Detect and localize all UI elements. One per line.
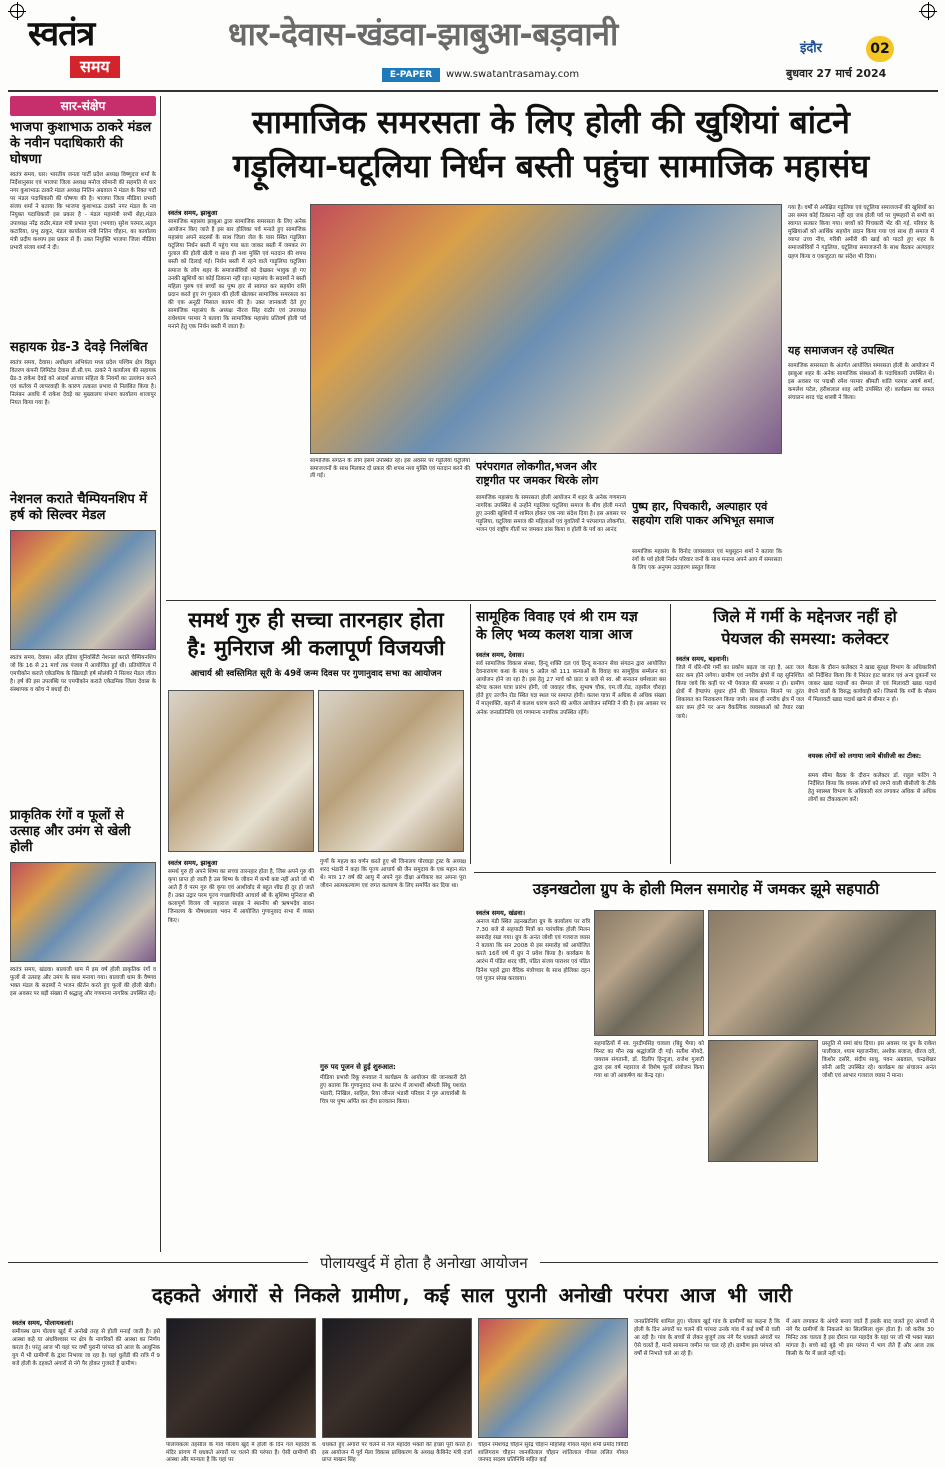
- pola-headline: दहकते अंगारों से निकले ग्रामीण, कई साल पुरानी अनोखी परंपरा आज भी जारी: [151, 1283, 793, 1307]
- pola-caption-3: चौहान रमेशचंद्र चौहान सुरेंद्र चौहान मोहसिंह गोयल महेश शर्मा प्रमोद त्रिवेदी शालिगराम चौहान जानकीलाल चौहान शांतिलाल गोयल ललित गोयल जनपद सदस्य प्रतिनिधि सहित कई: [478, 1442, 628, 1464]
- karate-medal-photo: [10, 530, 156, 650]
- pola-body-right: में आग लगाकर के अंगारे बनाए जाते हैं इसके बाद जलते हुए अंगारों से नंगे पैर ग्रामीणों के निकलने का सिलसिला शुरू होता है। जो करीब 30 मिनिट तक चलता है इस दौरान गल महादेव के यहां पर जो भी भक्त मन्नत मांगता है। बच्चे बड़े बूढ़े भी इस परंपरा में भाग लेते हैं और आज तक किसी के पैर में छाले नहीं पड़े।: [786, 1319, 934, 1358]
- pola-kicker: पोलायखुर्द में होता है अनोखा आयोजन: [308, 1252, 540, 1274]
- collector-body: जिले में धीरे-धीरे गर्मी का प्रकोप बढ़ता जा रहा है, अतः जल स्तर कम होने लगेगा। ग्रामीण एवं नगरीय क्षेत्रों में यह सुनिश्चित किया जाये कि कहीं पर भी पेयजल की समस्या न हो। ग्रामीण क्षेत्रों में हैण्डपंप सुधार होने की शिकायत मिलने पर तुरंत शिकायत का निराकरण किया जाये। साथ ही नगरीय क्षेत्र में जल स्तर कम होने पर अन्य वैकल्पिक व्यवस्थाओं को तैयार रखा जाये।: [676, 665, 804, 720]
- collector-headline-line2: पेयजल की समस्या: कलेक्टर: [721, 629, 889, 648]
- guru-sub-title: गुरु पद पूजन से हुई शुरुआत:: [320, 1063, 396, 1071]
- mid-divider: [470, 604, 471, 864]
- guru-subhead: आचार्य श्री स्वस्तिमित सूरी के 49वें जन्म दिवस पर गुणानुवाद सभा का आयोजन: [190, 669, 442, 679]
- logo-line2: समय: [70, 56, 120, 78]
- lead-sub1-title: परंपरागत लोकगीत,भजन और राष्ट्रगीत पर जमकर थिरके लोग: [476, 460, 599, 487]
- sidebar-item-heading: सहायक ग्रेड-3 देवड़े निलंबित: [10, 340, 148, 355]
- guru-headline-line1: समर्थ गुरु ही सच्चा तारनहार होता: [188, 608, 444, 632]
- udan-photo-1: [594, 910, 704, 1036]
- lead-headline-line2: गड़ूलिया-घटूलिया निर्धन बस्ती पहुंचा सामाजिक महासंघ: [232, 147, 870, 185]
- registration-mark: [10, 4, 24, 18]
- pola-body: समीपस्थ ग्राम पोलाय खुर्द में अनोखे तरह से होली मनाई जाती है। इसे आस्था कहे या अंधविश्वास पर क्षेत्र के नागरिकों की आस्था का निर्णय करता है। परंतु आज भी यहां पर वर्षों पुरानी परंपरा को आज के आधुनिक युग में भी ग्रामीणों के द्वारा निभाया जा रहा है। यहां धुलेंडी की रात्रि में 9 बजे होली के दहकते अंगारों से नंगे पैर होकर गुजरते हैं ग्रामीण।: [12, 1329, 160, 1368]
- collector-headline-line1: जिले में गर्मी के मद्देनजर नहीं हो: [713, 607, 897, 626]
- lead-body-left: सामाजिक महासंघ झाबुआ द्वारा सामाजिक समरसता के लिए अनेक आयोजन किए जाते है इस बार होलिका पर्व मनाते हुए सामाजिक महासंघ अपने सदस्यों के साथ जिला जेल के पास स्थित गड़ूलिया घटूलिया निर्धन बस्ती में पहुंच गया बता जाकर बस्ती में जमकर रंग गुलाल की होली खेली व साथ ही नशा मुक्ति एवं मतदान की शपथ बस्ती को दिलाई गई। निर्धन बस्ती में रहने वाले गाड़ूलिया घटूलिया समाज के लोग शहर के समाजसेवियों को देखकर भावुक हो गए उनकी खुशियों का कोई ठिकाना नहीं रहा। महासंघ के सदस्यों ने बस्ती महिला पुरुष एवं बच्चों का पुष्प हार से स्वागत कर सहयोग राशि प्रदान करते हुए रंग गुलाल की होली खेलकर सामाजिक समरसता का की एक अनूठी मिसाल कायम की है। उक्त जानकारी देते हुए सामाजिक महासंघ के अध्यक्ष नीरज सिंह राठौर एवं उपाध्यक्ष राधेश्याम परमार ने बताया कि सामाजिक महासंघ प्रतिवर्ष होली पर्व मनाने हेतु एक निर्धन बस्ती में जाता है।: [168, 219, 306, 331]
- guru-body-2: गुणों के महत्व का वर्णन करते हुए श्री जिनालय पोरवाड़ा ट्रस्ट के अध्यक्ष शरद भंडारी ने कहा कि पूज्य आचार्य श्री जैन समुदाय के एक महान संत थे। मात्र 17 वर्ष की आयु में अपने गुरु दीक्षा अंगीकार कर अपना पूरा जीवन आत्मकल्याण एवं जगत कल्याण के लिए समर्पित कर दिया था।: [320, 859, 466, 890]
- lead-bottom-rule: [166, 600, 936, 601]
- lead-sub3-title: यह समाजजन रहे उपस्थित: [788, 344, 894, 357]
- sidebar: [10, 96, 156, 1256]
- udan-body: अनाज मंडी स्थित उड़नखटोला ग्रुप के कार्यालय पर रात्रि 7.30 बजे से सहपाठी मित्रों का पारंपरिक होली मिलन समारोह रखा गया। ग्रुप के अनंत जोशी एवं गजराज व्यास ने बताया कि सन 2008 से इस समारोह को आयोजित करते 16वें वर्ष में ग्रुप ने प्रवेश किया है। कार्यक्रम के आरंभ में पंडित शरद चौरे, पंडित संजय पाराशर एवं पंडित दिनेश पहारे द्वारा वैदिक मंत्रोच्चार के साथ होलिका दहन एवं पूजन संपन्न करवाया।: [476, 919, 590, 982]
- kalash-headline-line2: के लिए भव्य कलश यात्रा आज: [476, 627, 633, 643]
- sidebar-item-heading: भाजपा कुशाभाऊ ठाकरे मंडल के नवीन पदाधिकारी की घोषणा: [10, 120, 152, 167]
- udan-body-mid: सहपाठियों में स्व. गुरदीपसिंह चावला (बिट्टू भैया) को मिनट का मौन रख श्रद्धांजलि दी गई। सतीश मोयदे, जयराम संगतानी, डॉ. दिलीप हिन्दुजा, राजेश गुलाटी द्वारा इस वर्ष महाराज से विशेष फूलों संयोजन किया गया था जो आकर्षण का केन्द्र रहा।: [594, 1041, 704, 1080]
- edition-title: धार-देवास-खंडवा-झाबुआ-बड़वानी: [228, 15, 618, 53]
- holi-celebration-photo: [10, 862, 156, 962]
- lead-headline: [166, 100, 936, 188]
- pola-photo-2: [322, 1318, 472, 1438]
- article-collector: [674, 606, 936, 650]
- udan-byline: स्वतंत्र समय, खंडवा।: [476, 909, 526, 917]
- collector-body-right: बैठक के दौरान कलेक्टर ने खाद्य सुरक्षा विभाग के अधिकारियों को निर्देशित किया कि वे निरंतर हाट बाजार एवं अन्य दुकानों पर जाकर खाद्य पदार्थों का सैम्पल ले एवं मिलावटी खाद्य पदार्थ बेचने वालों के विरुद्ध कार्यवाही करें। जिससे कि गर्मी के मौसम में मिलावटी खाद्य पदार्थ खाने से बीमार न हो।: [808, 665, 936, 704]
- lead-sub2-title: पुष्प हार, पिचकारी, अल्पाहार एवं सहयोग राशि पाकर अभिभूत समाज: [632, 500, 774, 527]
- lead-photo-main: [310, 204, 782, 454]
- guru-body: समर्थ गुरु ही अपने शिष्य का सच्चा तारनहार होता है, जिस अपने गुरु की कृपा प्राप्त हो जाती है उस शिष्य के जीवन में कभी कष्ट नहीं आते जो भी आते हैं वे परम गुरु की कृपा एवं आशीर्वाद से बहुत शीघ्र ही दूर हो जाते हैं। उक्त उद्गार परम पूज्य गच्छाधिपति आचार्य श्री के सुशिष्य मुनिराज श्री कलापूर्ण विजय जी महाराज साहब ने स्थानीय श्री ऋषभदेव बावन जिनालय के पौषधशाला भवन में आयोजित गुणानुवाद सभा में व्यक्त किए।: [168, 869, 314, 924]
- logo-line1: स्वतंत्र: [28, 14, 95, 54]
- kalash-headline-line1: सामूहिक विवाह एवं श्री राम यज्ञ: [476, 609, 638, 625]
- collector-byline: स्वतंत्र समय, बड़वानी।: [676, 655, 729, 663]
- udan-body-right: प्रस्तुति से समां बांध दिया। इस अवसर पर ग्रुप के राकेश पालीवाल, श्याम महाजनीया, अशोक बजाज, धीरज दवे, किशोर दसोरे, संदीप साधु, पवन अग्रवाल, चन्द्रशेखर सोनी आदि उपस्थित रहे। कार्यक्रम का संचालन अनंत जोशी एवं आभार गजराज व्यास ने माना।: [822, 1041, 936, 1080]
- guru-photo-2: [318, 690, 464, 852]
- sidebar-item: [10, 120, 156, 325]
- collector-sub-title: वयस्क लोगों को लगाया जाये बीसीजी का टीका:: [808, 752, 922, 760]
- sidebar-item: [10, 808, 156, 1176]
- guru-byline: स्वतंत्र समय, झाबुआ: [168, 859, 218, 867]
- page-number: 02: [866, 36, 894, 62]
- lead-sub2-body: सामाजिक महासंघ के विनोद जायसवाल एवं मधुसूदन शर्मा ने बताया कि रंगों के पर्व होली निर्धन परिवार जनों के साथ मनाना अपने आप में समरसता के लिए एक अनुपम उदाहरण प्रस्तुत किया: [632, 549, 782, 572]
- right-rule: [474, 872, 936, 873]
- article-kalash: [476, 608, 666, 644]
- lead-sub1-body: सामाजिक महासंघ के समरसता होली आयोजन में शहर के अनेक गणमान्य नागरिक उपस्थित थे उन्होंने गड़ूलिया घटूलिया समाज के बीच होली मनाते हुए उनकी खुशियों में शामिल होकर एक नया संदेश दिया है। इस अवसर पर गड़ूलिया, घटूलिया समाज की महिलाओं एवं युवतियों ने परंपरागत लोकगीत, भजन एवं राष्ट्रीय गीतों पर जमकर डांस किया व होली के पर्व का आनंद: [476, 495, 626, 534]
- pola-caption-1: पोलायकलां तहसील के गांव पोलाय खुर्द में होली के दिन गल महादेव के मंदिर प्रांगण में धधकते अंगारों पर चलने की परंपरा है। ऐसी ग्रामीणों की आस्था और मान्यता है कि यहां पर: [166, 1442, 316, 1464]
- sidebar-divider: [160, 96, 161, 1252]
- website-link[interactable]: www.swatantrasamay.com: [446, 69, 580, 80]
- lead-byline: स्वतंत्र समय, झाबुआ: [168, 209, 218, 217]
- epaper-label: E-PAPER: [382, 68, 440, 82]
- kalash-byline: स्वतंत्र समय, देवास।: [476, 651, 525, 659]
- lead-photo-caption: सामाजिक संगठन के लोग इसमें उपस्थित रहे। इस अवसर पर गड़ूलिया घटूलिया समाजजनों के साथ मिलकर दो प्रकार की शपथ नशा मुक्ति एवं मतदान करने की ली गई।: [310, 458, 470, 480]
- sidebar-item-heading: नेशनल कराते चैम्पियनशिप में हर्ष को सिल्वर मेडल: [10, 492, 148, 523]
- city-label: इंदौर: [800, 41, 822, 56]
- guru-photo: [168, 690, 314, 852]
- mid-divider-2: [670, 604, 671, 864]
- issue-date: बुधवार 27 मार्च 2024: [786, 67, 887, 80]
- sidebar-item: [10, 340, 156, 479]
- masthead-rule: [8, 90, 938, 92]
- sidebar-item: [10, 492, 156, 804]
- masthead: [0, 0, 945, 92]
- pola-photo-3: [478, 1318, 628, 1438]
- sidebar-item-body: स्वतंत्र समय, खंडवा। बालाजी धाम में इस वर्ष होली प्राकृतिक रंगों व फूलों से उत्साह और उमंग के साथ मनाया गया। बालाजी धाम के वैष्णव भक्त मंडल के सदस्यों ने भजन कीर्तन करते हुए फूलों की होली खेली। इस अवसर पर बड़ी संख्या में श्रद्धालु और गणमान्य नागरिक उपस्थित रहे।: [10, 967, 156, 998]
- sidebar-title: सार-संक्षेप: [10, 96, 156, 116]
- collector-sub-body: समय सीमा बैठक के दौरान कलेक्टर डॉ. राहुल फटिंग ने निर्देशित किया कि वयस्क लोगों को लगने वाली बीसीजी के टीके हेतु स्वास्थ्य विभाग के अधिकारी सत्र लगाकर अधिक से अधिक लोगों का टीकाकरण करें।: [808, 773, 936, 804]
- guru-sub-body: मीडिया प्रभारी रिंकू रुनवाल ने कार्यक्रम के आयोजन की जानकारी देते हुए बताया कि गुणानुवाद सभा के प्रारंभ में लाभार्थी श्रीमती सिंधु यशवंत भंडारी, निखिल, साहिल, रिया जीनल भंडारी परिवार ने गुरु आचार्यश्री के चित्र पर पुष्प अर्पित कर दीप प्रज्वलन किया।: [320, 1075, 466, 1106]
- logo: [28, 14, 150, 80]
- lead-body-right: गया है। वर्षों से अपेक्षित गड़ूलिया एवं घटूलिया समाजजनों की खुशियों का उस समय कोई ठिकाना नहीं रहा जब होली पर्व पर पुष्पहारों से सभी का स्वागत सत्कार किया गया। बच्चों को पिचकारी भेंट की गई, परिवार के मुखियाओं को आर्थिक सहयोग प्रदान किया गया एवं साथ ही समाज में व्याप्त उच्च नीच, गरीबी अमीरी की खाई को पाटते हुए शहर के समाजसेवियों ने गड़ूलिया, घटूलिया समाजजनों के साथ बैठकर अल्पाहार ग्रहण किया व एकजुटता का संदेश भी दिया।: [788, 205, 934, 260]
- udan-photo-2: [708, 910, 936, 1036]
- pola-byline: स्वतंत्र समय, पोलायकलां।: [12, 1319, 74, 1327]
- sidebar-item-body: स्वतंत्र समय, देवास। ऑल इंडिया यूनिवर्सिटी नेशनल कराते चैम्पियनशिप जो कि 16 से 21 मार्च तक पंजाब में आयोजित हुई थी। प्रतियोगिता में एमपीकोन कराते एकेडमिक के खिलाड़ी हर्ष सोलंकी ने सिल्वर मेडल जीता है। हर्ष की इस उपलब्धि पर एमपीकोन कराते एकेडमिक जिला देवास के संस्थापक व कोच ने बधाई दी।: [10, 655, 156, 694]
- pola-body-mid: जनप्रतिनिधि शामिल हुए। पोलाय खुर्द गांव के ग्रामीणों का कहना है कि होली के दिन अंगारों पर चलने की परंपरा उनके गांव में कई वर्षों से चली आ रही है। गांव के बच्चों से लेकर बुजुर्ग तक नंगे पैर धधकते अंगारों पर ऐसे चलते हैं, मानो सामान्य जमीन पर चल रहे हों। ग्रामीण इस परंपरा को वर्षों से निभाते चले आ रहे हैं।: [634, 1319, 780, 1358]
- pola-kicker-box: [8, 1250, 938, 1276]
- sidebar-item-body: स्वतंत्र समय, देवास। अधीक्षण अभियंता मध्य प्रदेश पश्चिम क्षेत्र विद्युत वितरण कंपनी लिमिटेड देवास डी.सी.एम. ठाकरे ने कार्यालय की सहायक ग्रेड-3 राकेश देवड़े को आदर्श आचार संहिता के नियमों का उल्लंघन करने एवं कर्तव्य में लापरवाही के कारण तत्काल प्रभाव से निलंबित किया है। निलंबन अवधि में राकेश देवड़े का मुख्यालय संभाग कार्यालय शाजापुर नियत किया गया है।: [10, 360, 156, 407]
- udan-headline: उड़नखटोला ग्रुप के होली मिलन समारोह में जमकर झूमे सहपाठी: [532, 880, 880, 898]
- udan-photo-3: [708, 1040, 818, 1162]
- guru-headline-line2: है: मुनिराज श्री कलापूर्ण विजयजी: [187, 636, 445, 660]
- lead-headline-line1: सामाजिक समरसता के लिए होली की खुशियां बांटने: [252, 103, 850, 141]
- pola-caption-2: धधकते हुए अंगारों पर चलने से गल महादेव भक्तों की इच्छा पूरी करते हैं। इस आयोजन में पूर्व मेला विकास प्राधिकरण के अध्यक्ष कैबिनेट मंत्री दर्जा प्राप्त माखन सिंह: [322, 1442, 472, 1464]
- registration-mark: [921, 4, 935, 18]
- sidebar-item-body: स्वतंत्र समय, धार। भारतीय जनता पार्टी प्रदेश अध्यक्ष विष्णुदत्त शर्मा के निर्देशानुसार एवं भाजपा जिला अध्यक्ष मनोज सोमानी की सहमति से धार नगर कुशाभाऊ ठाकरे मंडल अध्यक्ष नितिन अग्रवाल ने मंडल के रिक्त पदों पर मंडल पदाधिकारी की घोषणा की है। भाजपा जिला मीडिया प्रभारी संजय शर्मा ने बताया कि भाजपा कुशाभाऊ ठाकरे नगर मंडल के नव नियुक्त पदाधिकारी इस प्रकार है - मंडल महामंत्री सभी सेहा,मंडल उपाध्यक्ष नरेंद्र राठौर,मंडल मंत्री प्रभात गुप्ता (भगवा) सुरेश परमार,अतुल कटारिया, प्रभु ठाकुर, मंडल कार्यालय मंत्री नितिन चौहान, का कार्यालय मंत्री प्रदीप कश्यप इस प्रकार से हैं। उक्त नियुक्ति भाजपा जिला मीडिया प्रभारी संजय शर्मा ने दी।: [10, 172, 156, 251]
- kalash-body: सर्व सामाजिक विकास संस्था, हिन्दू शक्ति दल एवं हिन्दू सनातन सेवा संगठन द्वारा आयोजित देवनारायण कथा के साथ 5 अप्रैल को 111 कन्याओं के विवाह का सामूहिक सम्मेलन का आयोजन होने जा रहा है। इस हेतु 27 मार्च को प्रातः 9 बजे से स्व. श्री सनातन धर्मशाला बस स्टेण्ड कलश यात्रा प्रारंभ होगी, जो जवाहर चौक, सुभाष चौक, एम.जी.रोड, तहसील चौराहा होते हुए उज्जैन रोड स्थित यज्ञ स्थल पर समाप्त होगी। कलश यात्रा में अधिक से अधिक संख्या में मातृशक्ति, बहनों से कलश धारण करने की अपील आयोजन समिति ने की है। इस अवसर पर अनेक जनप्रतिनिधि एवं गणमान्य नागरिक उपस्थित रहेंगे।: [476, 661, 666, 716]
- sidebar-item-heading: प्राकृतिक रंगों व फूलों से उत्साह और उमंग से खेली होली: [10, 808, 131, 855]
- pola-photo-1: [166, 1318, 316, 1438]
- lead-sub3-body: सामाजिक समरसता के अंतर्गत आयोजित समरसता होली के आयोजन में झाबुआ शहर के अनेक सामाजिक संस्थाओं के पदाधिकारी उपस्थित थे। इस अवसर पर पद्मश्री रमेश परमार श्रीमती शांति परमार अवर्ष शर्मा, कमलेश पटेल, हरीशलाल शाह आदि उपस्थित रहे। कार्यक्रम का सफल संचालन शरद चंद्र शास्त्री ने किया।: [788, 363, 934, 402]
